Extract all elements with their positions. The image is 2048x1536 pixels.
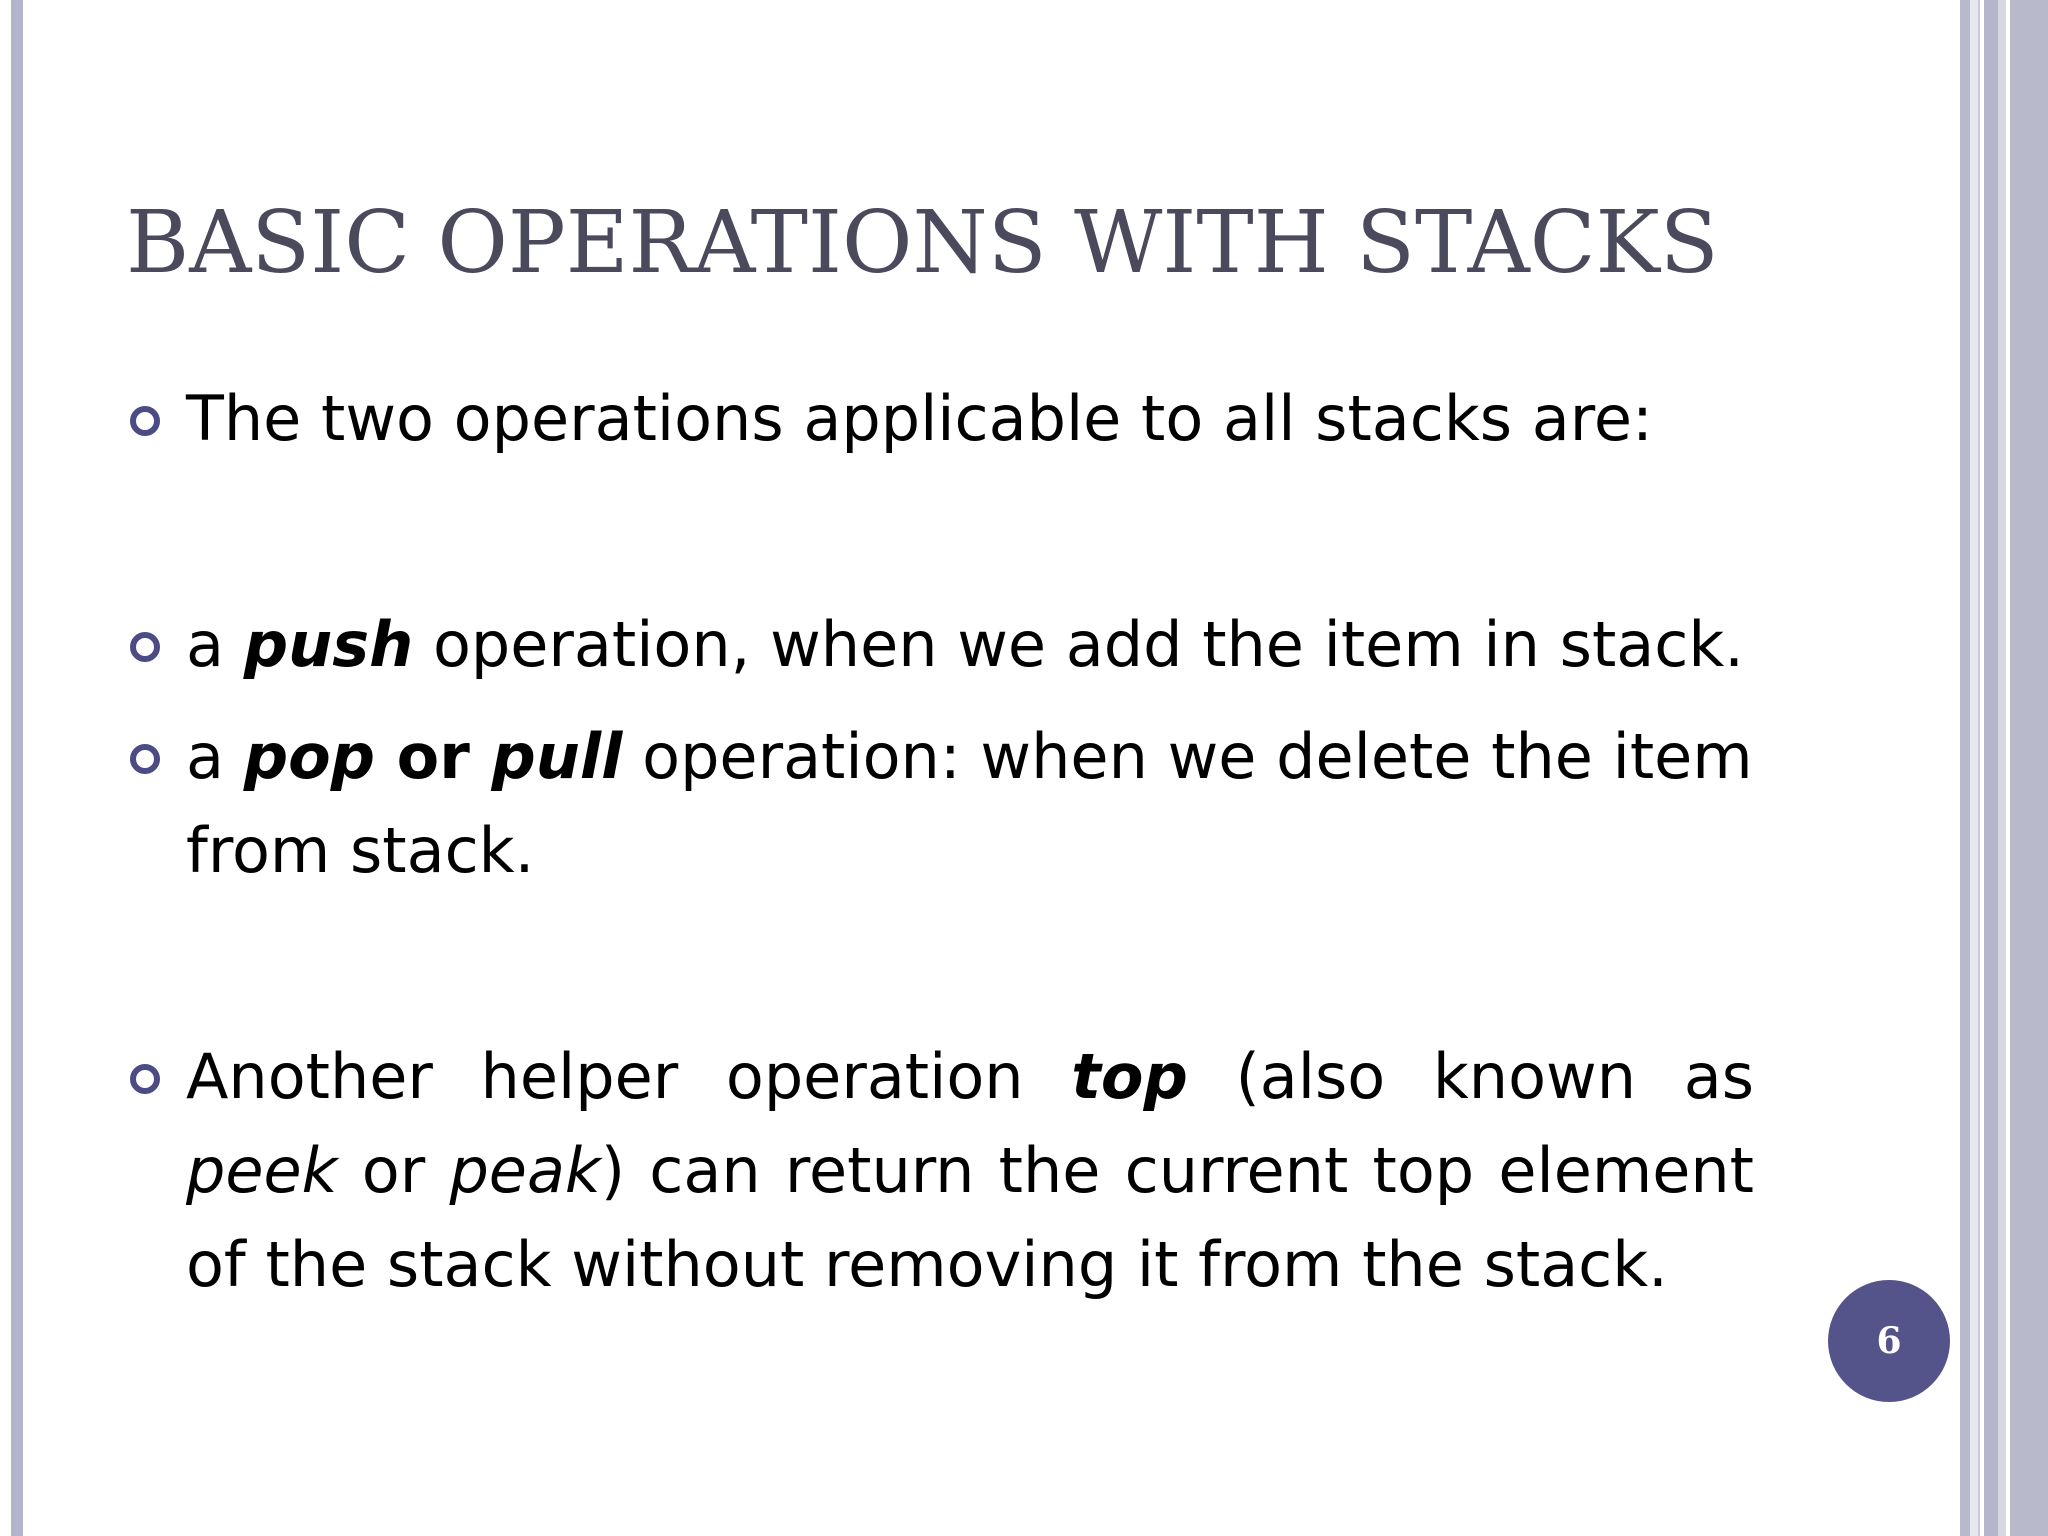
push-term: push bbox=[243, 608, 414, 681]
bullet-text: The two operations applicable to all stacks are: bbox=[186, 382, 1653, 455]
bullet-prefix: a bbox=[186, 608, 244, 681]
bullet-suffix: operation, when we add the item in stack. bbox=[413, 608, 1744, 681]
bullet-middle: (also known as bbox=[1187, 1040, 1754, 1113]
bullet-circle-icon bbox=[130, 632, 160, 662]
bullet-middle: or bbox=[337, 1134, 450, 1207]
pull-term: pull bbox=[491, 720, 623, 793]
bullet-circle-icon bbox=[130, 1064, 160, 1094]
bullet-circle-icon bbox=[130, 406, 160, 436]
or-connector: or bbox=[375, 720, 492, 793]
left-border-bar bbox=[11, 0, 23, 1536]
bullet-item bbox=[186, 598, 1754, 692]
slide-title: BASIC OPERATIONS WITH STACKS bbox=[126, 193, 1719, 293]
right-stripe bbox=[1970, 0, 1978, 1536]
bullet-circle-icon bbox=[130, 744, 160, 774]
right-stripe bbox=[2010, 0, 2048, 1536]
pop-term: pop bbox=[243, 720, 376, 793]
right-stripe bbox=[1998, 0, 2006, 1536]
right-stripe bbox=[1984, 0, 1998, 1536]
bullet-prefix: a bbox=[186, 720, 244, 793]
bullet-suffix: operation: when we delete the item from stack. bbox=[186, 720, 1753, 887]
page-number: 6 bbox=[1876, 1320, 1902, 1362]
bullet-item bbox=[186, 372, 1754, 466]
page-number-badge bbox=[1828, 1280, 1950, 1402]
bullet-prefix: Another helper operation bbox=[186, 1040, 1072, 1113]
bullet-item bbox=[186, 710, 1754, 898]
bullet-suffix: ) can return the current top element of the stack without removing it from the stack. bbox=[186, 1134, 1754, 1301]
peak-term: peak bbox=[449, 1134, 601, 1207]
peek-term: peek bbox=[186, 1134, 338, 1207]
bullet-item bbox=[186, 1030, 1754, 1312]
right-stripe bbox=[1960, 0, 1970, 1536]
top-term: top bbox=[1071, 1040, 1188, 1113]
